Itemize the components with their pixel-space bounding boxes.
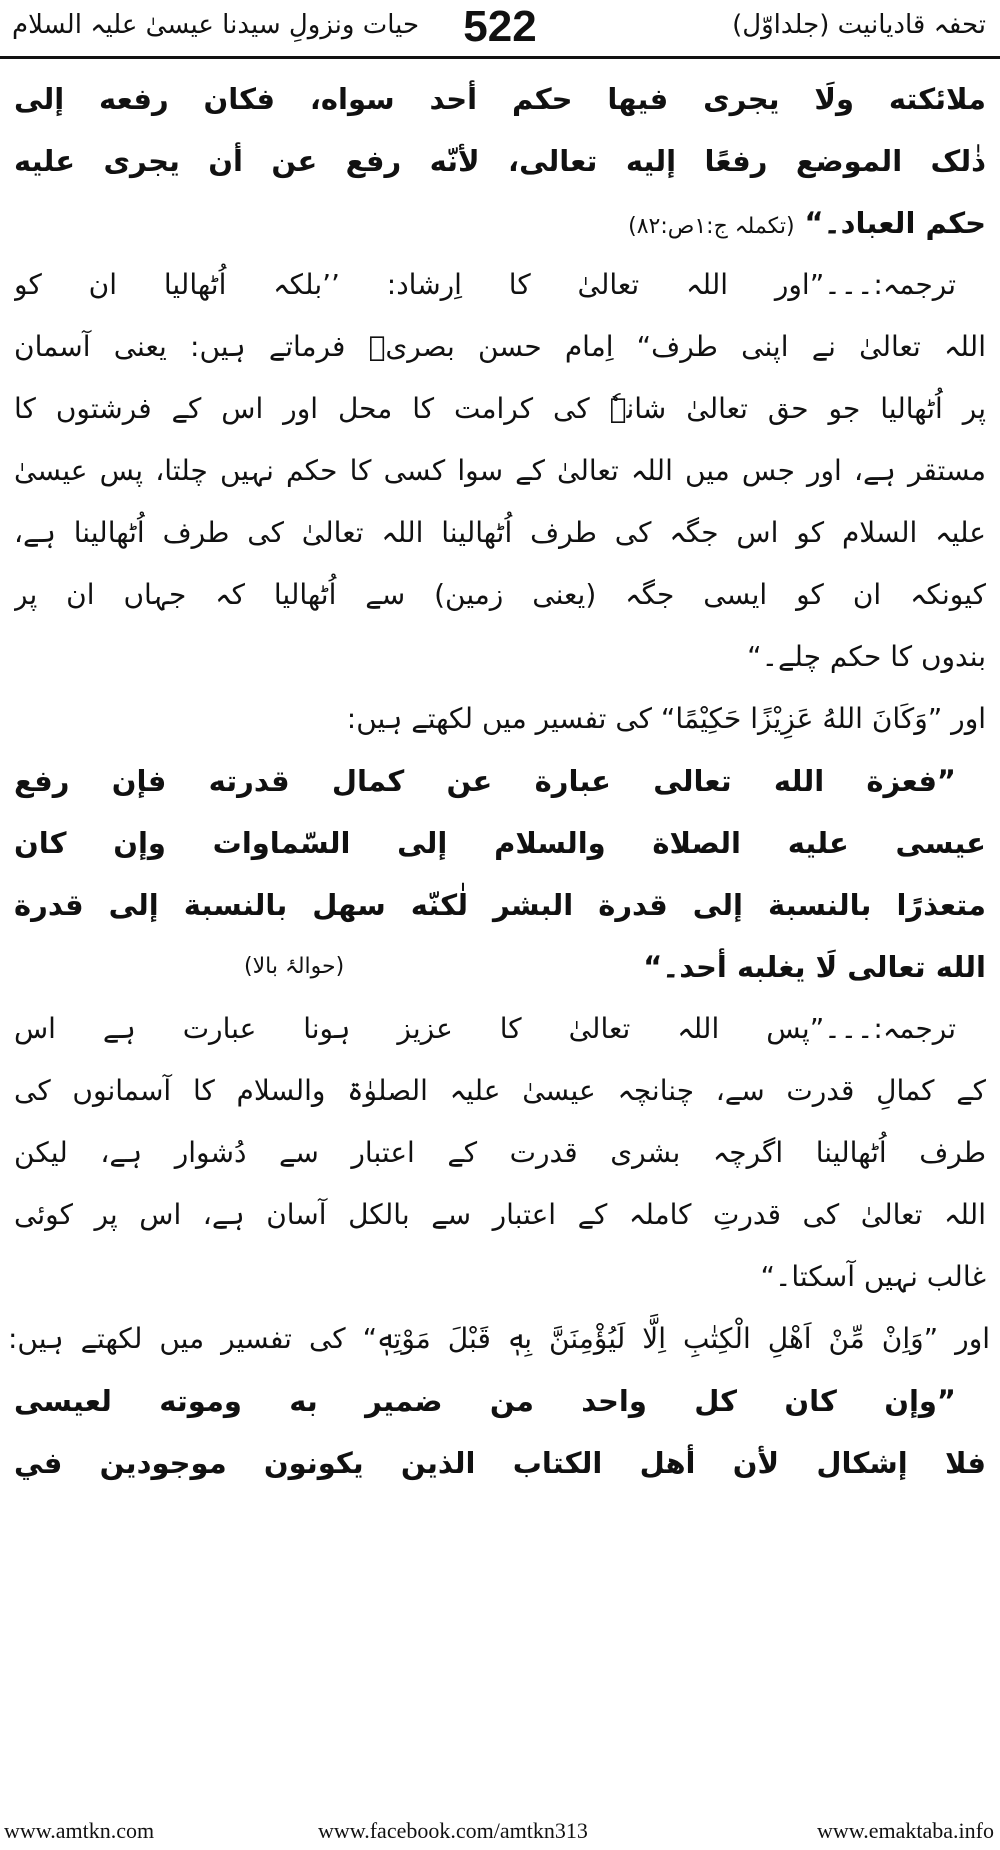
book-title: تحفہ قادیانیت (جلداوّل) bbox=[732, 10, 986, 40]
text-line: فلا إشكال لأن أهل الكتاب الذين يكونون موجودين في bbox=[14, 1446, 986, 1480]
text-line: ملائكته ولَا يجرى فيها حكم أحد سواه، فكان رفعه إلى bbox=[14, 82, 986, 116]
text-line: ترجمہ:۔۔۔”پس اللہ تعالیٰ کا عزیز ہونا عبارت ہے اس bbox=[14, 1012, 956, 1045]
text-line bbox=[14, 192, 986, 254]
text-line: اور ”وَاِنْ مِّنْ اَھْلِ الْکِتٰبِ اِلَّا لَیُؤْمِنَنَّ بِهٖ قَبْلَ مَوْتِهٖ“ کی تفسیر میں لکھتے ہیں: bbox=[8, 1322, 990, 1355]
text-line: کیونکہ ان کو ایسی جگہ (یعنی زمین) سے اُٹھالیا کہ جہاں ان پر bbox=[14, 578, 986, 611]
header-divider bbox=[0, 56, 1000, 59]
page-header bbox=[0, 0, 1000, 54]
text-line: غالب نہیں آسکتا۔“ bbox=[760, 1260, 986, 1293]
footer-link-amtkn[interactable]: www.amtkn.com bbox=[4, 1818, 155, 1843]
text-line: اور ”وَکَانَ اللهُ عَزِیْزًا حَکِیْمًا“ کی تفسیر میں لکھتے ہیں: bbox=[346, 702, 986, 735]
text-line: متعذرًا بالنسبة إلى قدرة البشر لٰكنّه سهل بالنسبة إلى قدرة bbox=[14, 888, 986, 922]
text-line bbox=[14, 936, 986, 998]
text-line: مستقر ہے، اور جس میں اللہ تعالیٰ کے سوا کسی کا حکم نہیں چلتا، پس عیسیٰ bbox=[14, 454, 986, 487]
text-line: ذٰلک الموضع رفعًا إليه تعالى، لأنّه رفع عن أن يجرى عليه bbox=[14, 144, 986, 178]
text-line: ”فعزة الله تعالى عبارة عن كمال قدرته فإن رفع bbox=[14, 764, 956, 798]
page-number: 522 bbox=[463, 2, 537, 51]
citation: (تکملہ ج:۱ص:۸۲) bbox=[628, 214, 795, 239]
text-line: طرف اُٹھالینا اگرچہ بشری قدرت کے اعتبار سے دُشوار ہے، لیکن bbox=[14, 1136, 986, 1169]
text-line: بندوں کا حکم چلے۔“ bbox=[747, 640, 986, 673]
text-line: اللہ تعالیٰ کی قدرتِ کاملہ کے اعتبار سے بالکل آسان ہے، اس پر کوئی bbox=[14, 1198, 986, 1231]
text-line: کے کمالِ قدرت سے، چنانچہ عیسیٰ علیہ الصلوٰۃ والسلام کا آسمانوں کی bbox=[14, 1074, 986, 1107]
text-line: اللہ تعالیٰ نے اپنی طرف“ اِمام حسن بصریؒ فرماتے ہیں: یعنی آسمان bbox=[14, 330, 986, 363]
text-line: پر اُٹھالیا جو حق تعالیٰ شانہٗ کی کرامت کا محل اور اس کے فرشتوں کا bbox=[14, 392, 986, 425]
text-line: ”وإن كان كل واحد من ضمير به وموته لعيسى bbox=[14, 1384, 956, 1418]
page-body bbox=[8, 68, 990, 1494]
text-fragment: حكم العباد۔“ bbox=[804, 206, 986, 240]
text-line: عيسى عليه الصلاة والسلام إلى السّماوات وإن كان bbox=[14, 826, 986, 860]
citation: (حوالۂ بالا) bbox=[244, 954, 345, 979]
footer-link-emaktaba[interactable]: www.emaktaba.info bbox=[817, 1818, 994, 1843]
text-fragment: الله تعالى لَا يغلبه أحد۔“ bbox=[643, 950, 986, 984]
page-footer bbox=[0, 1818, 1000, 1848]
section-title: حیات ونزولِ سیدنا عیسیٰ علیہ السلام bbox=[12, 10, 420, 40]
text-line: علیہ السلام کو اس جگہ کی طرف اُٹھالینا اللہ تعالیٰ کی طرف اُٹھالینا ہے، bbox=[14, 516, 986, 549]
text-line: ترجمہ:۔۔۔”اور اللہ تعالیٰ کا اِرشاد: ’’بلکہ اُٹھالیا ان کو bbox=[14, 268, 956, 301]
footer-link-facebook[interactable]: www.facebook.com/amtkn313 bbox=[318, 1818, 588, 1843]
